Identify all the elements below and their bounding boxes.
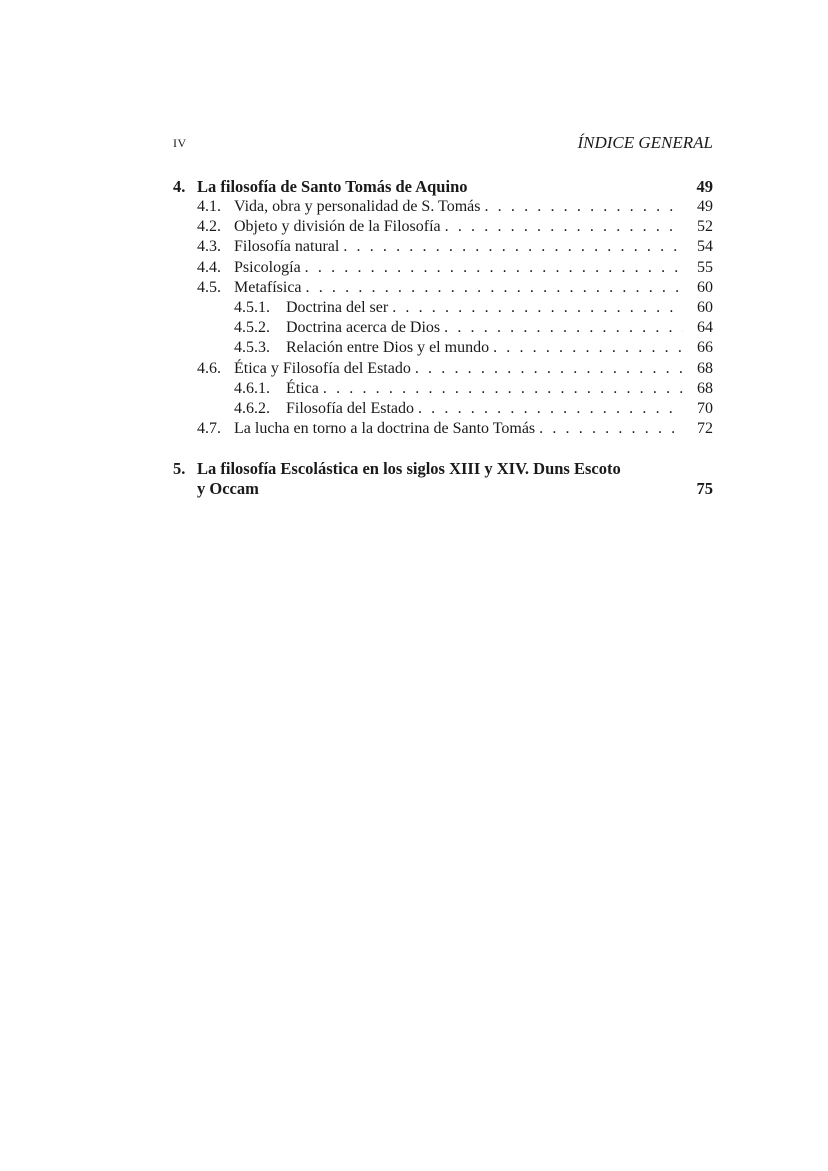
toc-entries <box>173 197 713 439</box>
entry-title: Filosofía del Estado <box>286 400 414 418</box>
entry-title: La lucha en torno a la doctrina de Santo Tomás <box>234 420 536 438</box>
entry-page: 66 <box>697 339 713 357</box>
entry-title: Ética <box>286 379 319 397</box>
chapter-number: 5. <box>173 459 186 479</box>
entry-number: 4.5.1. <box>234 299 270 317</box>
chapter-number: 4. <box>173 177 186 196</box>
leader-dots <box>323 379 683 399</box>
entry-page: 54 <box>697 238 713 256</box>
leader-dots <box>484 197 683 217</box>
entry-page: 49 <box>697 198 713 215</box>
toc-subentry[interactable] <box>173 338 713 358</box>
chapter-title-continued: y Occam <box>197 479 259 499</box>
entry-title: Objeto y división de la Filosofía <box>234 218 441 236</box>
entry-title: Psicología <box>234 258 301 276</box>
entry-title: Doctrina del ser <box>286 299 389 317</box>
entry-number: 4.5. <box>197 278 221 296</box>
entry-page: 64 <box>697 319 713 337</box>
entry-title: Relación entre Dios y el mundo <box>286 339 490 357</box>
entry-title: Doctrina acerca de Dios <box>286 319 441 337</box>
toc-entry[interactable] <box>173 197 713 217</box>
leader-dots <box>306 278 683 298</box>
toc-entry[interactable] <box>173 419 713 439</box>
leader-dots <box>415 359 683 379</box>
entry-number: 4.1. <box>197 198 221 215</box>
toc-entry[interactable] <box>173 359 713 379</box>
toc-subentry[interactable] <box>173 298 713 318</box>
chapter-title: La filosofía Escolástica en los siglos XIII y XIV. Duns Escoto <box>197 459 621 479</box>
entry-title: Vida, obra y personalidad de S. Tomás <box>234 198 481 215</box>
toc-chapter-4[interactable] <box>173 177 713 197</box>
leader-dots <box>444 318 683 338</box>
chapter-title-line-1 <box>173 459 713 479</box>
entry-title: Filosofía natural <box>234 238 340 256</box>
entry-number: 4.7. <box>197 420 221 438</box>
entry-page: 52 <box>697 218 713 236</box>
toc-subentry[interactable] <box>173 318 713 338</box>
running-title: ÍNDICE GENERAL <box>577 133 713 152</box>
chapter-page: 49 <box>696 177 713 196</box>
entry-page: 60 <box>697 278 713 296</box>
toc-entry[interactable] <box>173 237 713 257</box>
running-header <box>173 133 713 155</box>
toc-entry[interactable] <box>173 278 713 298</box>
toc-chapter-5[interactable] <box>173 459 713 499</box>
leader-dots <box>392 298 683 318</box>
entry-page: 72 <box>697 420 713 438</box>
leader-dots <box>539 419 683 439</box>
entry-title: Ética y Filosofía del Estado <box>234 359 411 377</box>
toc-subentry[interactable] <box>173 399 713 419</box>
entry-number: 4.4. <box>197 258 221 276</box>
entry-page: 55 <box>697 258 713 276</box>
toc-entry[interactable] <box>173 217 713 237</box>
leader-dots <box>445 217 683 237</box>
entry-page: 60 <box>697 299 713 317</box>
entry-number: 4.3. <box>197 238 221 256</box>
entry-page: 68 <box>697 379 713 397</box>
leader-dots <box>418 399 683 419</box>
chapter-title: La filosofía de Santo Tomás de Aquino <box>197 177 468 196</box>
leader-dots <box>343 237 683 257</box>
chapter-title-line-2 <box>173 479 713 499</box>
chapter-page: 75 <box>696 479 713 499</box>
leader-dots <box>493 338 683 358</box>
entry-number: 4.5.2. <box>234 319 270 337</box>
entry-number: 4.2. <box>197 218 221 236</box>
entry-number: 4.5.3. <box>234 339 270 357</box>
leader-dots <box>305 258 683 278</box>
entry-number: 4.6.1. <box>234 379 270 397</box>
entry-number: 4.6.2. <box>234 400 270 418</box>
toc-subentry[interactable] <box>173 379 713 399</box>
entry-page: 70 <box>697 400 713 418</box>
entry-number: 4.6. <box>197 359 221 377</box>
table-of-contents <box>173 177 713 499</box>
page-number-label: IV <box>173 136 187 150</box>
entry-title: Metafísica <box>234 278 302 296</box>
toc-entry[interactable] <box>173 258 713 278</box>
entry-page: 68 <box>697 359 713 377</box>
